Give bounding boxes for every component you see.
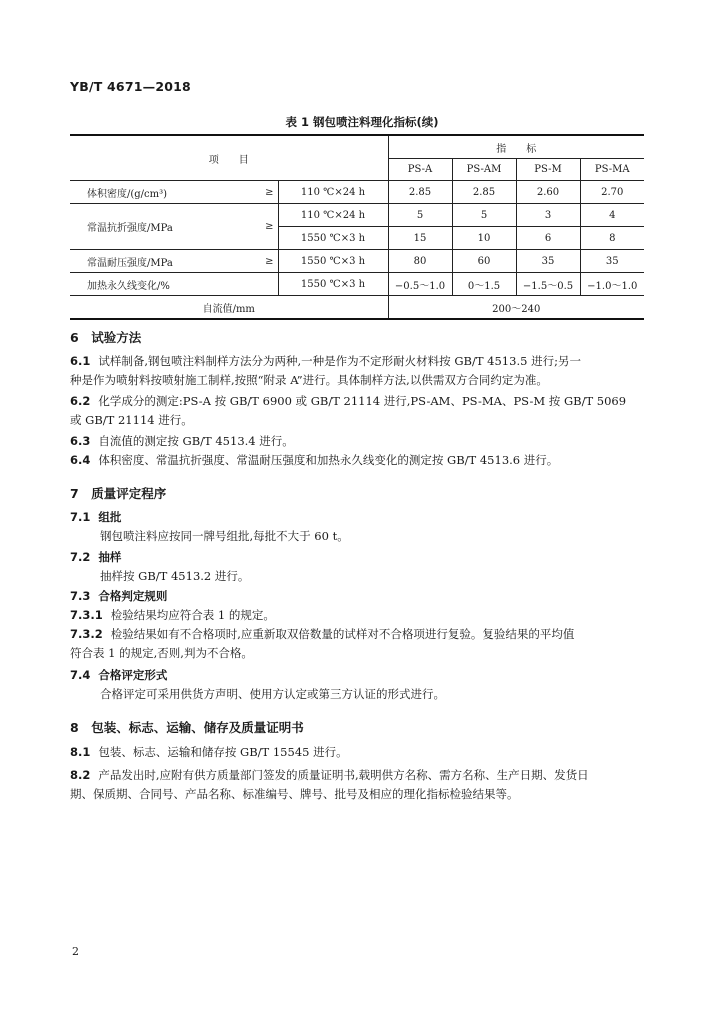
value-cell: 5 [452, 204, 516, 227]
clause-number: 6.1 [70, 354, 91, 368]
clause-number: 7.1 [70, 510, 91, 524]
paragraph-text: 包装、标志、运输和储存按 GB/T 15545 进行。 [98, 745, 348, 759]
value-cell: 15 [388, 227, 452, 250]
clause-title: 组批 [98, 510, 122, 524]
ge-symbol: ≥ [218, 204, 278, 250]
paragraph-8-2 [70, 766, 644, 804]
section-7-title: 7 质量评定程序 [70, 486, 167, 501]
clause-7-4 [70, 666, 644, 704]
clause-number: 6.3 [70, 434, 91, 448]
value-cell: −1.5～0.5 [516, 273, 580, 296]
value-cell: 35 [516, 250, 580, 273]
clause-title: 抽样 [98, 550, 122, 564]
paragraph-text: 或 GB/T 21114 进行。 [70, 413, 193, 427]
grade-header: PS-M [516, 159, 580, 181]
paragraph-text: 种是作为喷射料按喷射施工制样,按照“附录 A”进行。具体制样方法,以供需双方合同约定为准。 [70, 373, 548, 387]
value-cell: 80 [388, 250, 452, 273]
condition-cell: 110 ℃×24 h [278, 204, 388, 227]
paragraph-text: 合格评定可采用供货方声明、使用方认定或第三方认证的形式进行。 [100, 687, 445, 701]
paragraph-8-1 [70, 743, 644, 762]
row-label: 常温耐压强度/MPa [70, 250, 218, 273]
clause-7-2 [70, 548, 644, 586]
flow-label: 自流值/mm [70, 296, 388, 320]
ge-symbol: ≥ [218, 181, 278, 204]
paragraph-6-3 [70, 432, 644, 451]
clause-number: 6.2 [70, 394, 91, 408]
paragraph-text: 化学成分的测定:PS-A 按 GB/T 6900 或 GB/T 21114 进行,PS-AM、PS-MA、PS-M 按 GB/T 5069 [98, 394, 627, 408]
paragraph-6-2 [70, 392, 644, 430]
grade-header: PS-MA [580, 159, 644, 181]
value-cell: 2.85 [388, 181, 452, 204]
value-cell: 4 [580, 204, 644, 227]
clause-title: 合格评定形式 [98, 668, 168, 682]
paragraph-text: 符合表 1 的规定,否则,判为不合格。 [70, 646, 253, 660]
clause-number: 7.3.2 [70, 627, 103, 641]
paragraph-text: 抽样按 GB/T 4513.2 进行。 [100, 569, 250, 583]
row-label: 加热永久线变化/% [70, 273, 278, 296]
paragraph-text: 检验结果如有不合格项时,应重新取双倍数量的试样对不合格项进行复验。复验结果的平均值 [110, 627, 575, 641]
document-header: YB/T 4671—2018 [70, 79, 191, 94]
value-cell: 0～1.5 [452, 273, 516, 296]
paragraph-6-1 [70, 352, 644, 390]
row-label: 体积密度/(g/cm³) [70, 181, 218, 204]
value-cell: 2.70 [580, 181, 644, 204]
value-cell: 10 [452, 227, 516, 250]
flow-value: 200～240 [388, 296, 644, 320]
clause-7-1 [70, 508, 644, 546]
value-cell: 35 [580, 250, 644, 273]
clause-title: 合格判定规则 [98, 589, 168, 603]
item-header: 项 目 [70, 135, 388, 181]
paragraph-6-4 [70, 451, 644, 470]
section-8-title: 8 包装、标志、运输、储存及质量证明书 [70, 720, 304, 735]
value-cell: −1.0～1.0 [580, 273, 644, 296]
page-number: 2 [72, 945, 79, 958]
clause-number: 7.3 [70, 589, 91, 603]
value-cell: 6 [516, 227, 580, 250]
condition-cell: 1550 ℃×3 h [278, 250, 388, 273]
paragraph-text: 产品发出时,应附有供方质量部门签发的质量证明书,载明供方名称、需方名称、生产日期、发货日 [98, 768, 589, 782]
row-label: 常温抗折强度/MPa [70, 204, 218, 250]
paragraph-text: 试样制备,钢包喷注料制样方法分为两种,一种是作为不定形耐火材料按 GB/T 4513.5 进行;另一 [98, 354, 581, 368]
section-6-title: 6 试验方法 [70, 330, 142, 345]
table-row [70, 273, 644, 296]
value-cell: 8 [580, 227, 644, 250]
condition-cell: 1550 ℃×3 h [278, 227, 388, 250]
clause-number: 8.1 [70, 745, 91, 759]
value-cell: 5 [388, 204, 452, 227]
value-cell: 2.85 [452, 181, 516, 204]
table-caption: 表 1 钢包喷注料理化指标(续) [285, 115, 439, 129]
clause-number: 6.4 [70, 453, 91, 467]
table-row [70, 204, 644, 227]
paragraph-text: 钢包喷注料应按同一牌号组批,每批不大于 60 t。 [100, 529, 349, 543]
ge-symbol: ≥ [218, 250, 278, 273]
paragraph-text: 体积密度、常温抗折强度、常温耐压强度和加热永久线变化的测定按 GB/T 4513.6 进行。 [98, 453, 559, 467]
condition-cell: 1550 ℃×3 h [278, 273, 388, 296]
condition-cell: 110 ℃×24 h [278, 181, 388, 204]
grade-header: PS-AM [452, 159, 516, 181]
index-header: 指 标 [388, 135, 644, 159]
table-row [70, 181, 644, 204]
paragraph-text: 检验结果均应符合表 1 的规定。 [110, 608, 275, 622]
table-row [70, 296, 644, 320]
paragraph-text: 期、保质期、合同号、产品名称、标准编号、牌号、批号及相应的理化指标检验结果等。 [70, 787, 519, 801]
value-cell: 2.60 [516, 181, 580, 204]
clause-number: 8.2 [70, 768, 91, 782]
value-cell: 3 [516, 204, 580, 227]
clause-number: 7.4 [70, 668, 91, 682]
paragraph-text: 自流值的测定按 GB/T 4513.4 进行。 [98, 434, 294, 448]
table-row [70, 250, 644, 273]
value-cell: −0.5～1.0 [388, 273, 452, 296]
clause-number: 7.2 [70, 550, 91, 564]
clause-7-3 [70, 587, 644, 663]
properties-table [70, 134, 644, 320]
value-cell: 60 [452, 250, 516, 273]
clause-number: 7.3.1 [70, 608, 103, 622]
grade-header: PS-A [388, 159, 452, 181]
